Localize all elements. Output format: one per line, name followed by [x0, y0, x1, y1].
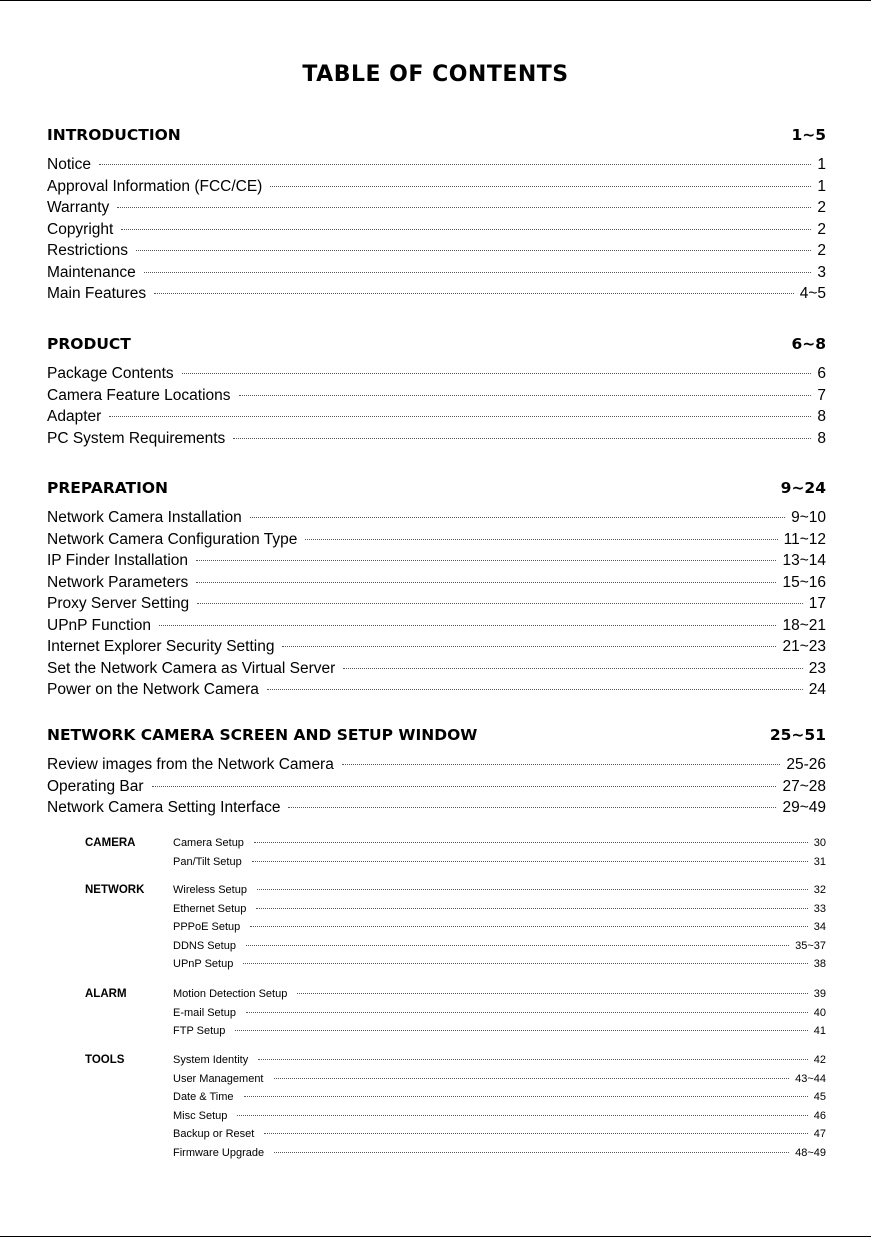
- dot-leader: [244, 1096, 808, 1097]
- dot-leader: [144, 271, 812, 273]
- sub-entry-label: System Identity: [173, 1054, 249, 1066]
- sub-entry-pan-tilt[interactable]: [85, 853, 826, 872]
- dot-leader: [243, 963, 807, 964]
- dot-leader: [246, 1012, 808, 1013]
- dot-leader: [196, 559, 776, 561]
- dot-leader: [250, 516, 785, 518]
- section-introduction: [47, 126, 826, 305]
- entry-page: 2: [817, 220, 826, 238]
- dot-leader: [282, 645, 776, 647]
- sub-entry-camera-setup[interactable]: [85, 834, 826, 853]
- dot-leader: [235, 1030, 807, 1031]
- entry-label: Proxy Server Setting: [47, 595, 190, 612]
- dot-leader: [274, 1078, 790, 1079]
- entry-label: Power on the Network Camera: [47, 681, 259, 698]
- sub-entry-page: 46: [813, 1109, 826, 1122]
- toc-entry-power-on[interactable]: [47, 679, 826, 701]
- dot-leader: [342, 763, 781, 765]
- subgroup-category: ALARM: [85, 988, 127, 1000]
- sub-entry-label: Firmware Upgrade: [173, 1146, 265, 1159]
- sub-entry-page: 41: [813, 1025, 826, 1037]
- dot-leader: [252, 861, 808, 862]
- sub-entry-label: Motion Detection Setup: [173, 988, 288, 1000]
- dot-leader: [246, 945, 789, 946]
- entry-page: 1: [817, 156, 826, 173]
- sub-entry-wireless[interactable]: [85, 881, 826, 900]
- sub-entry-backup-reset[interactable]: [85, 1125, 826, 1144]
- subgroup-alarm: [85, 985, 826, 1041]
- sub-entry-system-identity[interactable]: [85, 1051, 826, 1070]
- toc-entry-maintenance[interactable]: [47, 262, 826, 284]
- dot-leader: [182, 372, 812, 374]
- dot-leader: [154, 292, 794, 294]
- dot-leader: [197, 602, 803, 604]
- dot-leader: [196, 581, 776, 583]
- subgroup-category: TOOLS: [85, 1054, 125, 1066]
- entry-page: 13~14: [782, 552, 826, 569]
- sub-entry-motion-detection[interactable]: [85, 985, 826, 1004]
- entry-label: Review images from the Network Camera: [47, 756, 334, 773]
- sub-entry-page: 45: [813, 1091, 826, 1103]
- sub-entry-misc-setup[interactable]: [85, 1107, 826, 1126]
- dot-leader: [256, 908, 807, 909]
- dot-leader: [258, 1059, 808, 1060]
- entry-label: Network Parameters: [47, 573, 189, 591]
- entry-label: Set the Network Camera as Virtual Server: [47, 659, 336, 677]
- section-heading-pages: 25~51: [769, 726, 826, 744]
- dot-leader: [305, 538, 777, 540]
- entry-page: 4~5: [799, 285, 826, 302]
- entry-page: 1: [817, 177, 826, 195]
- dot-leader: [264, 1133, 807, 1134]
- section-heading-pages: 6~8: [791, 335, 826, 353]
- entry-label: Notice: [47, 156, 91, 173]
- entry-page: 17: [808, 595, 826, 612]
- entry-label: Network Camera Installation: [47, 509, 242, 526]
- sub-entry-page: 30: [813, 837, 826, 849]
- toc-entry-proxy-server[interactable]: [47, 593, 826, 615]
- sub-entry-email[interactable]: [85, 1004, 826, 1023]
- entry-page: 25-26: [786, 756, 826, 773]
- dot-leader: [267, 688, 803, 690]
- section-heading: [47, 726, 826, 748]
- entry-page: 18~21: [782, 616, 826, 634]
- section-heading: [47, 126, 826, 148]
- sub-entry-ddns[interactable]: [85, 937, 826, 956]
- sub-entry-page: 43~44: [795, 1072, 826, 1085]
- entry-label: Adapter: [47, 408, 102, 425]
- dot-leader: [121, 228, 811, 230]
- subgroup-camera: [85, 834, 826, 871]
- section-heading-label: PRODUCT: [47, 335, 131, 353]
- sub-entry-label: Camera Setup: [173, 837, 244, 849]
- dot-leader: [136, 249, 811, 251]
- entry-page: 8: [817, 429, 826, 447]
- entry-label: Warranty: [47, 199, 110, 216]
- dot-leader: [109, 415, 811, 417]
- entry-label: Camera Feature Locations: [47, 386, 231, 404]
- toc-entry-ie-security[interactable]: [47, 636, 826, 658]
- toc-entry-copyright[interactable]: [47, 219, 826, 241]
- dot-leader: [250, 926, 807, 927]
- entry-page: 9~10: [791, 509, 826, 526]
- sub-entry-date-time[interactable]: [85, 1088, 826, 1107]
- sub-entry-label: Misc Setup: [173, 1109, 228, 1122]
- entry-label: Main Features: [47, 285, 147, 302]
- entry-page: 7: [817, 386, 826, 404]
- toc-entry-review-images[interactable]: [47, 754, 826, 776]
- subgroup-tools: [85, 1051, 826, 1162]
- dot-leader: [159, 624, 776, 626]
- toc-entry-operating-bar[interactable]: [47, 776, 826, 798]
- sub-entry-pppoe[interactable]: [85, 918, 826, 937]
- entry-page: 6: [817, 365, 826, 382]
- sub-entry-firmware-upgrade[interactable]: [85, 1144, 826, 1163]
- toc-entry-adapter[interactable]: [47, 406, 826, 428]
- entry-page: 3: [817, 263, 826, 281]
- toc-entry-approval[interactable]: [47, 176, 826, 198]
- sub-entry-page: 48~49: [795, 1146, 826, 1159]
- sub-entry-page: 47: [813, 1128, 826, 1140]
- sub-entry-label: DDNS Setup: [173, 939, 236, 952]
- entry-label: IP Finder Installation: [47, 552, 189, 569]
- section-heading: [47, 479, 826, 501]
- toc-entry-restrictions[interactable]: [47, 240, 826, 262]
- section-heading-pages: 1~5: [791, 126, 826, 144]
- subgroup-category: NETWORK: [85, 884, 145, 896]
- entry-page: 11~12: [783, 530, 826, 548]
- sub-entry-ftp[interactable]: [85, 1022, 826, 1041]
- toc-entry-camera-feature-locations[interactable]: [47, 385, 826, 407]
- sub-entry-label: Date & Time: [173, 1091, 234, 1103]
- sub-entry-label: Wireless Setup: [173, 884, 247, 896]
- entry-label: Network Camera Setting Interface: [47, 799, 281, 816]
- sub-entry-label: UPnP Setup: [173, 958, 234, 970]
- section-screen-setup: [47, 726, 826, 819]
- sub-entry-upnp-setup[interactable]: [85, 955, 826, 974]
- section-heading-label: NETWORK CAMERA SCREEN AND SETUP WINDOW: [47, 726, 478, 744]
- dot-leader: [254, 842, 808, 843]
- section-product: [47, 335, 826, 449]
- entry-label: Network Camera Configuration Type: [47, 530, 298, 548]
- sub-entry-label: Backup or Reset: [173, 1128, 255, 1140]
- section-heading-pages: 9~24: [780, 479, 826, 497]
- sub-entry-label: Pan/Tilt Setup: [173, 855, 242, 868]
- toc-entry-network-parameters[interactable]: [47, 572, 826, 594]
- dot-leader: [274, 1152, 789, 1153]
- dot-leader: [288, 806, 776, 808]
- sub-entry-ethernet[interactable]: [85, 900, 826, 919]
- bottom-rule: [0, 1236, 871, 1237]
- dot-leader: [297, 993, 807, 994]
- dot-leader: [237, 1115, 807, 1116]
- entry-page: 27~28: [782, 777, 826, 795]
- sub-entry-label: FTP Setup: [173, 1025, 226, 1037]
- toc-entry-pc-system-requirements[interactable]: [47, 428, 826, 450]
- entry-label: PC System Requirements: [47, 429, 226, 447]
- dot-leader: [239, 394, 812, 396]
- toc-entry-configuration-type[interactable]: [47, 529, 826, 551]
- toc-entry-ip-finder[interactable]: [47, 550, 826, 572]
- entry-page: 15~16: [782, 573, 826, 591]
- entry-label: Maintenance: [47, 263, 136, 281]
- subgroup-category: CAMERA: [85, 837, 136, 849]
- toc-entry-notice[interactable]: [47, 154, 826, 176]
- sub-entry-page: 33: [813, 902, 826, 915]
- entry-label: Copyright: [47, 220, 114, 238]
- entry-page: 2: [817, 242, 826, 259]
- sub-entry-label: Ethernet Setup: [173, 902, 247, 915]
- sub-entry-page: 35~37: [795, 939, 826, 952]
- sub-entry-page: 34: [813, 921, 826, 933]
- toc-entry-setting-interface[interactable]: [47, 797, 826, 819]
- dot-leader: [117, 206, 811, 208]
- entry-label: Restrictions: [47, 242, 128, 259]
- entry-label: UPnP Function: [47, 616, 151, 634]
- sub-entry-label: E-mail Setup: [173, 1006, 236, 1019]
- toc-entry-warranty[interactable]: [47, 197, 826, 219]
- dot-leader: [343, 667, 802, 669]
- sub-entry-label: PPPoE Setup: [173, 921, 241, 933]
- subgroup-network: [85, 881, 826, 974]
- entry-label: Package Contents: [47, 365, 174, 382]
- entry-page: 21~23: [782, 638, 826, 655]
- page-title: TABLE OF CONTENTS: [302, 62, 569, 87]
- dot-leader: [99, 163, 811, 165]
- toc-entry-camera-installation[interactable]: [47, 507, 826, 529]
- entry-label: Internet Explorer Security Setting: [47, 638, 275, 655]
- section-heading-label: PREPARATION: [47, 479, 169, 497]
- top-rule: [0, 0, 871, 1]
- entry-label: Operating Bar: [47, 777, 144, 795]
- sub-entry-page: 39: [813, 988, 826, 1000]
- section-heading-label: INTRODUCTION: [47, 126, 181, 144]
- entry-page: 24: [808, 681, 826, 698]
- entry-page: 23: [808, 659, 826, 677]
- dot-leader: [257, 889, 808, 890]
- sub-entry-page: 32: [813, 884, 826, 896]
- section-preparation: [47, 479, 826, 701]
- toc-entry-virtual-server[interactable]: [47, 658, 826, 680]
- entry-page: 8: [817, 408, 826, 425]
- sub-entry-label: User Management: [173, 1072, 264, 1085]
- section-heading: [47, 335, 826, 357]
- entry-page: 2: [817, 199, 826, 216]
- sub-entry-page: 38: [813, 958, 826, 970]
- toc-entry-package-contents[interactable]: [47, 363, 826, 385]
- dot-leader: [152, 785, 777, 787]
- dot-leader: [233, 437, 811, 439]
- sub-entry-page: 40: [813, 1006, 826, 1019]
- sub-entry-page: 31: [813, 855, 826, 868]
- toc-entry-main-features[interactable]: [47, 283, 826, 305]
- entry-label: Approval Information (FCC/CE): [47, 177, 263, 195]
- sub-entry-user-management[interactable]: [85, 1070, 826, 1089]
- toc-entry-upnp-function[interactable]: [47, 615, 826, 637]
- entry-page: 29~49: [782, 799, 826, 816]
- sub-entry-page: 42: [813, 1054, 826, 1066]
- dot-leader: [270, 185, 811, 187]
